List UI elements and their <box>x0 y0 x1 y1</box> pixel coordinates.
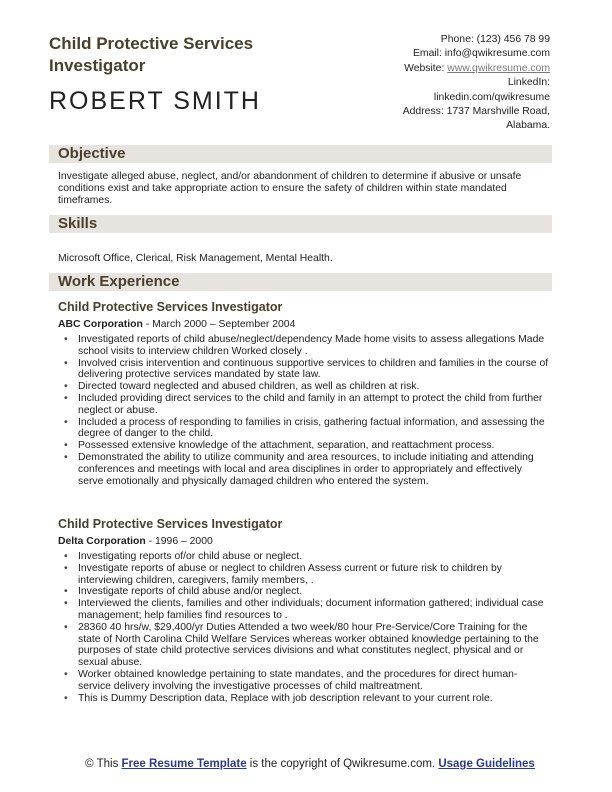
website-link[interactable]: www.qwikresume.com <box>447 62 550 74</box>
list-item: • This is Dummy Description data, Replace with job description relevant to your current role. <box>62 693 550 705</box>
contact-linkedin-label: LinkedIn: <box>507 77 550 89</box>
objective-text: Investigate alleged abuse, neglect, and/or abandonment of children to determine if abusive or unsafe conditions exist and take appropriate action to ensure the safety of children within state mandated timeframes. <box>58 171 522 206</box>
list-item: • Investigate reports of abuse or neglect to children Assess current or future risk to children by interviewing children, caregivers, family members, . <box>62 563 550 587</box>
list-item: • Possessed extensive knowledge of the attachment, separation, and reattachment process. <box>62 440 550 452</box>
job-1-bullets <box>62 334 550 487</box>
job-2-company: Delta Corporation <box>58 536 146 547</box>
website-label: Website: <box>404 62 448 74</box>
list-item: • Involved crisis intervention and continuous supportive services to children and families in the course of delivering protective services mandated by state law. <box>62 358 550 382</box>
job-2-dates: - 1996 – 2000 <box>145 536 213 547</box>
candidate-name: ROBERT SMITH <box>49 87 261 115</box>
job-title: Child Protective Services Investigator <box>49 34 254 75</box>
contact-email: Email: info@qwikresume.com <box>412 48 550 60</box>
list-item: • Investigated reports of child abuse/neglect/dependency Made home visits to assess allegations Made school visits to interview children Worked closely . <box>62 334 550 358</box>
contact-address-line2: Alabama. <box>506 120 550 132</box>
experience-section-header <box>49 273 552 291</box>
free-resume-template-link[interactable]: Free Resume Template <box>121 758 247 770</box>
list-item: • Demonstrated the ability to utilize community and area resources, to include initiating and attending conferences and meetings with local and area disciplines in order to appropriately and effectively serve emotionally and physically damaged children who entered the system. <box>62 452 550 487</box>
list-item: • Included providing direct services to the child and family in an attempt to protect the child from further neglect or abuse. <box>62 393 550 417</box>
list-item: • Worker obtained knowledge pertaining to state mandates, and the procedures for direct human-service delivery involving the investigative processes of child maltreatment. <box>62 669 550 693</box>
job-1-company: ABC Corporation <box>58 319 143 330</box>
contact-block <box>290 33 550 134</box>
job-2-company-line <box>58 536 213 548</box>
objective-section-header <box>49 145 552 163</box>
list-item: • Interviewed the clients, families and other individuals; document information gathered; individual case management; help families find resources to . <box>62 598 550 622</box>
objective-heading: Objective <box>58 145 126 162</box>
job-2-title: Child Protective Services Investigator <box>58 517 283 531</box>
footer-prefix: © This <box>85 758 122 770</box>
list-item: • Investigating reports of/or child abuse or neglect. <box>62 551 550 563</box>
list-item: • Investigate reports of child abuse and/or neglect. <box>62 586 550 598</box>
skills-heading: Skills <box>58 215 98 232</box>
skills-section-header <box>49 215 552 233</box>
contact-website <box>290 62 550 76</box>
job-1-company-line <box>58 319 295 331</box>
copyright-footer <box>80 757 540 771</box>
job-1-title: Child Protective Services Investigator <box>58 300 283 314</box>
contact-linkedin-url: linkedin.com/qwikresume <box>433 91 550 103</box>
list-item: • Directed toward neglected and abused children, as well as children at risk. <box>62 381 550 393</box>
contact-phone: Phone: (123) 456 78 99 <box>440 34 550 45</box>
job-1-dates: - March 2000 – September 2004 <box>142 319 296 330</box>
skills-text: Microsoft Office, Clerical, Risk Management, Mental Health. <box>58 253 333 264</box>
job-2-bullets <box>62 551 550 704</box>
experience-heading: Work Experience <box>58 273 180 290</box>
contact-address-line1: Address: 1737 Marshville Road, <box>402 106 550 118</box>
footer-middle: is the copyright of Qwikresume.com. <box>246 758 439 770</box>
list-item: • Included a process of responding to families in crisis, gathering factual information, and assessing the degree of danger to the child. <box>62 417 550 441</box>
list-item: • 28360 40 hrs/w, $29,400/yr Duties Attended a two week/80 hour Pre-Service/Core Training for the state of North Carolina Child Welfare Services whereas worker obtained knowledge pertaining to the purposes of state child protective services divisions and what constitutes neglect, physical and or sexual abuse. <box>62 622 550 669</box>
usage-guidelines-link[interactable]: Usage Guidelines <box>438 758 535 770</box>
